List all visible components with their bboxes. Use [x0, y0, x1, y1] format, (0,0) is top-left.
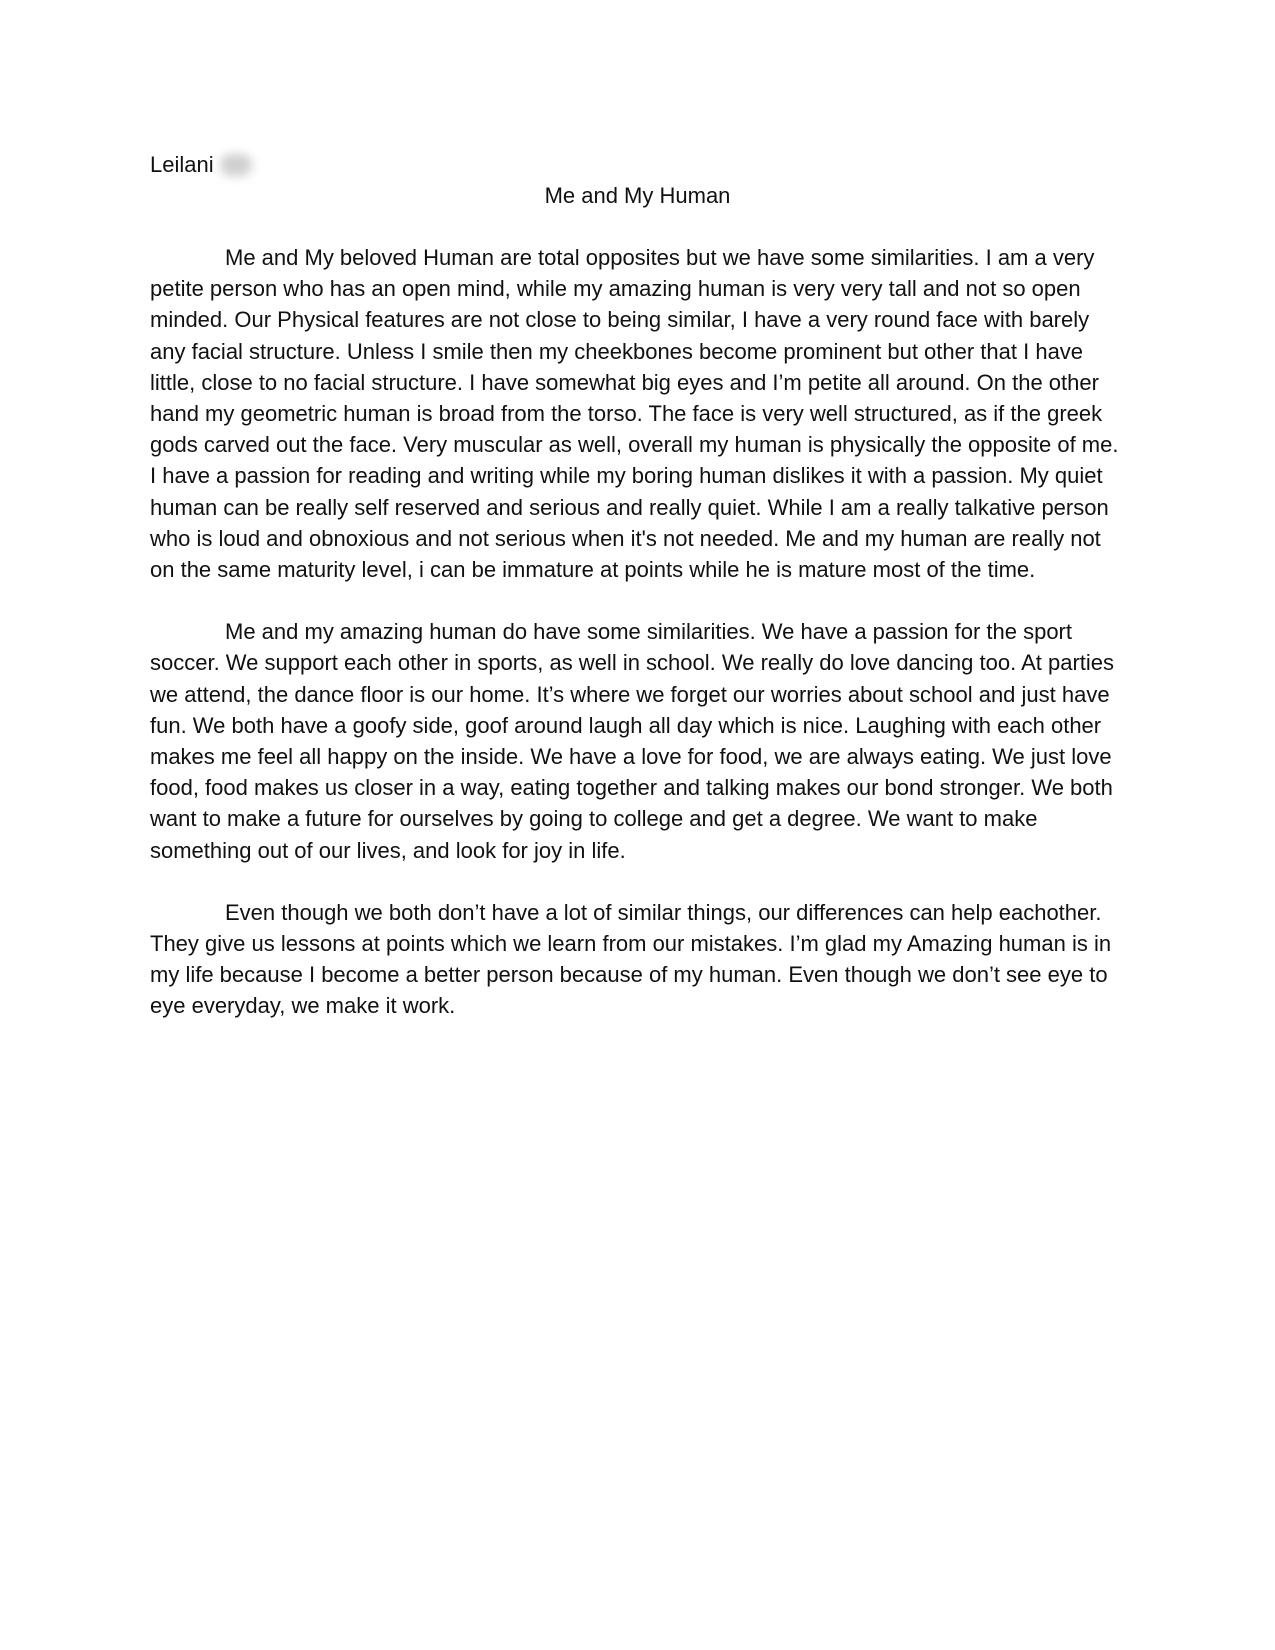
author-name-line [150, 150, 252, 180]
essay-body [150, 242, 1130, 1053]
essay-title: Me and My Human [544, 183, 731, 208]
paragraph-1: Me and My beloved Human are total opposites but we have some similarities. I am a very petite person who has an open mind, while my amazing human is very very tall and not so open minded. Our Physical features are not close to being similar, I have a very round face with barely any facial structure. Unless I smile then my cheekbones become prominent but other that I have little, close to no facial structure. I have somewhat big eyes and I’m petite all around. On the other hand my geometric human is broad from the torso. The face is very well structured, as if the greek gods carved out the face. Very muscular as well, overall my human is physically the opposite of me. I have a passion for reading and writing while my boring human dislikes it with a passion. My quiet human can be really self reserved and serious and really quiet. While I am a really talkative person who is loud and obnoxious and not serious when it's not needed. Me and my human are really not on the same maturity level, i can be immature at points while he is mature most of the time. [150, 245, 1119, 583]
redacted-last-name [220, 154, 252, 176]
paragraph-2: Me and my amazing human do have some similarities. We have a passion for the sport soccer. We support each other in sports, as well in school. We really do love dancing too. At parties we attend, the dance floor is our home. It’s where we forget our worries about school and just have fun. We both have a goofy side, goof around laugh all day which is nice. Laughing with each other makes me feel all happy on the inside. We have a love for food, we are always eating. We just love food, food makes us closer in a way, eating together and talking makes our bond stronger. We both want to make a future for ourselves by going to college and get a degree. We want to make something out of our lives, and look for joy in life. [150, 619, 1115, 863]
paragraph-3: Even though we both don’t have a lot of similar things, our differences can help eachother. They give us lessons at points which we learn from our mistakes. I’m glad my Amazing human is in my life because I become a better person because of my human. Even though we don’t see eye to eye everyday, we make it work. [150, 899, 1112, 1019]
author-first-name: Leilani [150, 152, 214, 177]
